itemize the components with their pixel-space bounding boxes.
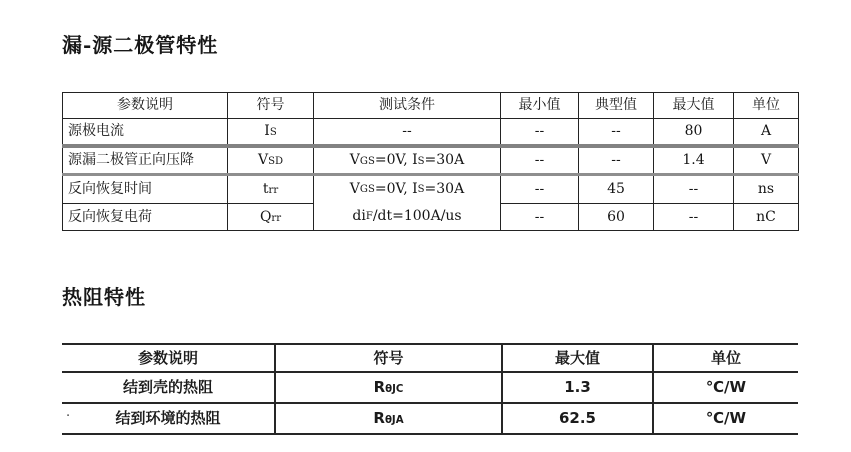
table-row-junction-to-case: [62, 372, 798, 403]
cell-min: --: [501, 119, 579, 147]
cell-unit: ℃/W: [653, 372, 798, 403]
cell-param: 结到壳的热阻: [62, 372, 275, 403]
cell-max: 62.5: [502, 403, 653, 434]
stray-scan-dot: ·: [66, 409, 71, 424]
cell-param: 源漏二极管正向压降: [63, 146, 228, 175]
header-param: 参数说明: [63, 93, 228, 119]
header-min: 最小值: [501, 93, 579, 119]
cell-condition: --: [314, 119, 501, 147]
header-param: 参数说明: [62, 344, 275, 372]
condition-line-1: V GS =0V, I S =30A: [349, 181, 465, 198]
cell-condition-merged: [314, 175, 501, 231]
condition-line-2: di F /dt=100A/us: [352, 208, 462, 225]
thermal-resistance-table: [62, 343, 798, 435]
cell-param: 结到环境的热阻: [62, 403, 275, 434]
header-unit: 单位: [653, 344, 798, 372]
section-title-thermal-resistance: 热阻特性: [62, 285, 146, 309]
cell-max: 1.3: [502, 372, 653, 403]
thermal-table-header-row: [62, 344, 798, 372]
table-row-forward-voltage: [63, 146, 799, 175]
cell-symbol: VSD: [228, 146, 314, 175]
cell-unit: ℃/W: [653, 403, 798, 434]
cell-max: 80: [654, 119, 734, 147]
table-row-junction-to-ambient: [62, 403, 798, 434]
cell-min: --: [501, 175, 579, 204]
cell-max: --: [654, 203, 734, 230]
cell-symbol: IS: [228, 119, 314, 147]
cell-param: 反向恢复电荷: [63, 203, 228, 230]
cell-symbol: RθJA: [275, 403, 502, 434]
cell-symbol: trr: [228, 175, 314, 204]
cell-unit: ns: [734, 175, 799, 204]
cell-unit: A: [734, 119, 799, 147]
diode-characteristics-table: [62, 92, 799, 231]
cell-typ: --: [579, 146, 654, 175]
cell-symbol: RθJC: [275, 372, 502, 403]
cell-typ: 45: [579, 175, 654, 204]
header-symbol: 符号: [228, 93, 314, 119]
header-typ: 典型值: [579, 93, 654, 119]
diode-table-header-row: [63, 93, 799, 119]
cell-unit: V: [734, 146, 799, 175]
header-unit: 单位: [734, 93, 799, 119]
cell-symbol: Qrr: [228, 203, 314, 230]
header-max: 最大值: [502, 344, 653, 372]
cell-min: --: [501, 146, 579, 175]
cell-typ: --: [579, 119, 654, 147]
cell-param: 反向恢复时间: [63, 175, 228, 204]
cell-max: 1.4: [654, 146, 734, 175]
table-row-source-current: [63, 119, 799, 147]
header-max: 最大值: [654, 93, 734, 119]
cell-min: --: [501, 203, 579, 230]
section-title-diode-characteristics: 漏-源二极管特性: [62, 33, 219, 57]
cell-condition: VGS=0V, IS=30A: [314, 146, 501, 175]
cell-max: --: [654, 175, 734, 204]
cell-unit: nC: [734, 203, 799, 230]
cell-typ: 60: [579, 203, 654, 230]
cell-param: 源极电流: [63, 119, 228, 147]
table-row-reverse-recovery-time: [63, 175, 799, 204]
header-condition: 测试条件: [314, 93, 501, 119]
header-symbol: 符号: [275, 344, 502, 372]
